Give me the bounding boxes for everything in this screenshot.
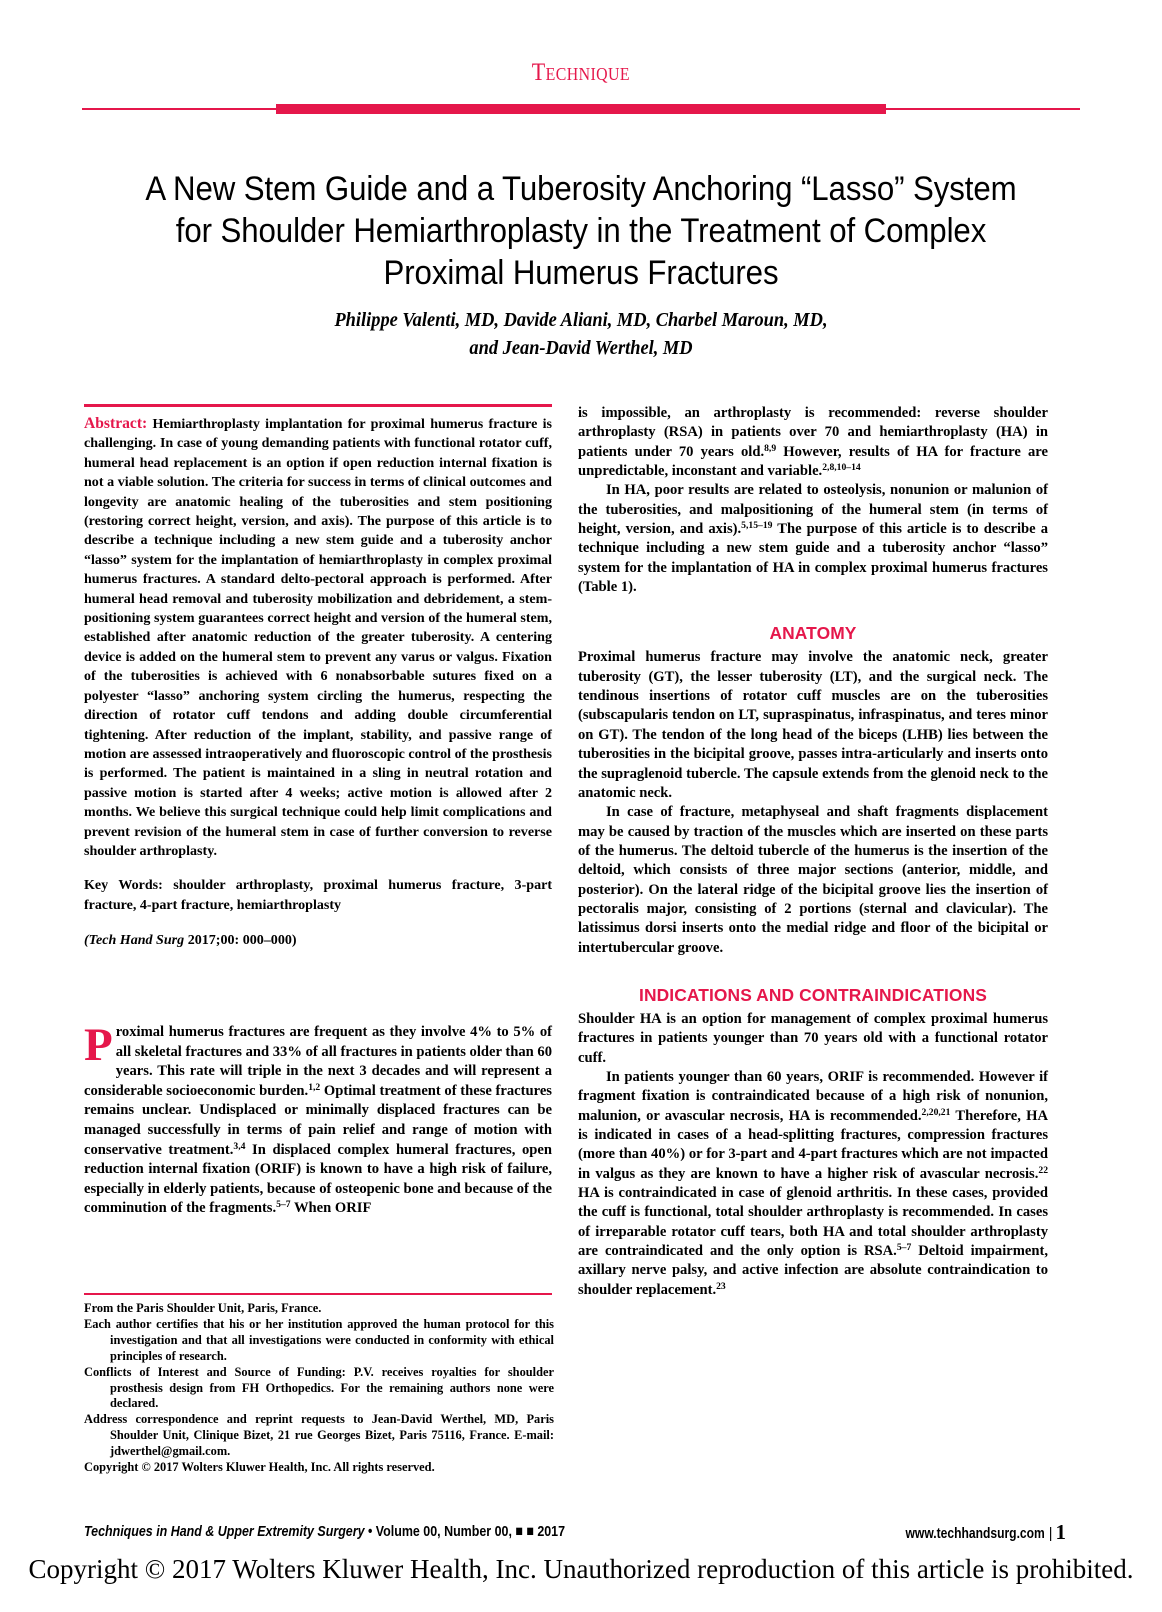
- indications-paragraph-1: Shoulder HA is an option for management of complex proximal humerus fractures in patients younger than 70 years old with a functional rotator cuff.: [578, 1010, 1048, 1066]
- intro-part-1: roximal humerus fractures are frequent as they involve 4% to 5% of all skeletal fractures and 33% of all fractures in patients older than 60 years. This rate will triple in the next 3 decades and will represent a considerable socioeconomic burden.: [84, 1024, 552, 1099]
- citation-journal: (Tech Hand Surg: [84, 932, 185, 949]
- drop-cap: P: [84, 1019, 113, 1071]
- intro-part-2: Optimal treatment of these fractures remains unclear. Undisplaced or minimally displaced fractures can be managed successfully in terms of pain relief and range of motion with conservative treatment.: [84, 1082, 552, 1158]
- ind2-part-1: In patients younger than 60 years, ORIF is recommended. However if fragment fixation is contraindicated because of a high risk of nonunion, malunion, or avascular necrosis, HA is recommended.: [578, 1068, 1048, 1124]
- footnote-ethics: Each author certifies that his or her institution approved the human protocol for this investigation and that all investigations were conducted in conformity with ethical principles of research.: [84, 1316, 554, 1363]
- footer-url-page: [879, 1522, 1066, 1545]
- header-rule-thick: [276, 104, 886, 114]
- footer-separator: |: [1048, 1526, 1053, 1542]
- abstract-rule: [84, 404, 552, 407]
- page-number: 1: [1055, 1520, 1066, 1544]
- reference-marker: 3,4: [233, 1140, 246, 1152]
- footer-journal-info: [84, 1522, 565, 1542]
- ind2-part-4: Deltoid impairment, axillary nerve palsy, and active infection are absolute contraindication to shoulder replacement.: [578, 1243, 1048, 1298]
- section-heading-anatomy: ANATOMY: [769, 623, 857, 644]
- running-head-label: Technique: [531, 59, 631, 86]
- author-line-1: Philippe Valenti, MD, Davide Aliani, MD, Charbel Maroun, MD,: [334, 309, 828, 331]
- footnotes-block: [84, 1301, 554, 1476]
- reference-marker: 5–7: [896, 1242, 912, 1254]
- keywords-text: shoulder arthroplasty, proximal humerus fracture, 3-part fracture, 4-part fracture, hemiarthroplasty: [84, 877, 553, 913]
- footer-url[interactable]: www.techhandsurg.com: [905, 1526, 1045, 1542]
- citation-line: [84, 931, 552, 950]
- right-column: [578, 404, 1048, 1300]
- p2-part-2: The purpose of this article is to describe a technique including a new stem guide and a tuberosity anchor “lasso” system for the implantation of HA in complex proximal humerus fractures (Table 1).: [578, 521, 1048, 596]
- header-rule: [82, 104, 1080, 114]
- paragraph-ha-results: [578, 481, 1048, 597]
- footnote-affiliation: From the Paris Shoulder Unit, Paris, France.: [84, 1301, 322, 1315]
- footnote-copyright: Copyright © 2017 Wolters Kluwer Health, Inc. All rights reserved.: [84, 1460, 435, 1475]
- author-list: [135, 306, 1027, 362]
- reference-marker: 22: [1038, 1164, 1048, 1176]
- reference-marker: 2,20,21: [921, 1106, 951, 1118]
- page-title: A New Stem Guide and a Tuberosity Anchoring “Lasso” System for Shoulder Hemiarthroplasty in the Treatment of Complex Proximal Humerus Fractures: [145, 170, 1017, 292]
- abstract-paragraph: [84, 414, 552, 861]
- cont-part-1: is impossible, an arthroplasty is recommended: reverse shoulder arthroplasty (RSA) in patients over 70 and hemiarthroplasty (HA) in patients under 70 years old.: [578, 405, 1048, 460]
- keywords-label: Key Words:: [84, 877, 163, 894]
- author-line-2: and Jean-David Werthel, MD: [469, 337, 693, 359]
- ind2-part-2: Therefore, HA is indicated in cases of a head-splitting fractures, compression fractures (more than 40%) or for 3-part and 4-part fractures which are not impacted in valgus as they are known to have a higher risk of avascular necrosis.: [578, 1107, 1048, 1182]
- footnote-correspondence: Address correspondence and reprint requests to Jean-David Werthel, MD, Paris Shoulder Unit, Clinique Bizet, 21 rue Georges Bizet, Paris 75116, France. E-mail: jdwerthel@gmail.com.: [84, 1412, 554, 1459]
- section-heading-indications: INDICATIONS AND CONTRAINDICATIONS: [639, 984, 987, 1005]
- footer-volume-info: • Volume 00, Number 00, ■ ■ 2017: [364, 1523, 566, 1540]
- continued-paragraph: [578, 404, 1048, 481]
- abstract-text: Hemiarthroplasty implantation for proximal humerus fracture is challenging. In case of young demanding patients with functional rotator cuff, humeral head replacement is an option if open reduction internal fixation is not a viable solution. The criteria for success in terms of clinical outcomes and longevity are anatomic healing of the tuberosities and stem positioning (restoring correct height, version, and axis). The purpose of this article is to describe a technique including a new stem guide and a tuberosity anchor “lasso” system for the implantation of hemiarthroplasty in complex proximal humerus fractures. A standard delto-pectoral approach is performed. After humeral head removal and tuberosity mobilization and debridement, a stem-positioning system guarantees correct height and version of the humeral stem, established after anatomic reduction of the greater tuberosity. A centering device is added on the humeral stem to prevent any varus or valgus. Fixation of the tuberosities is achieved with 6 nonabsorbable sutures fixed on a polyester “lasso” anchoring system circling the humerus, respecting the direction of rotator cuff tendons and adding double circumferential tightening. After reduction of the implant, stability, and passive range of motion are assessed intraoperatively and fluoroscopic control of the prosthesis is performed. The patient is maintained in a sling in neutral rotation and passive motion is started after 4 weeks; active motion is allowed after 2 months. We believe this surgical technique could help limit complications and prevent revision of the humeral stem in case of further conversion to reverse shoulder arthroplasty.: [84, 416, 552, 859]
- page-footer: [84, 1522, 1066, 1544]
- ind2-part-3: HA is contraindicated in case of glenoid arthritis. In these cases, provided the cuff is functional, total shoulder arthroplasty is recommended. In cases of irreparable rotator cuff tears, both HA and total shoulder arthroplasty are contraindicated and the only option is RSA.: [578, 1185, 1048, 1260]
- intro-part-3: In displaced complex humeral fractures, open reduction internal fixation (ORIF) is known to have a high risk of failure, especially in elderly patients, because of osteopenic bone and because of the comminution of the fragments.: [84, 1141, 552, 1217]
- reference-marker: 23: [716, 1280, 726, 1292]
- indications-paragraph-2: [578, 1068, 1048, 1300]
- anatomy-paragraph-2: In case of fracture, metaphyseal and shaft fragments displacement may be caused by traction of the muscles which are inserted on these parts of the humerus. The deltoid tubercle of the humerus is the insertion of the deltoid, which consists of three major sections (anterior, middle, and posterior). On the lateral ridge of the bicipital groove lies the insertion of pectoralis major, consisting of 2 portions (sternal and clavicular). The latissimus dorsi inserts onto the medial ridge and floor of the bicipital or intertubercular groove.: [578, 804, 1048, 956]
- intro-part-4: When ORIF: [290, 1200, 372, 1217]
- citation-rest: 2017;00: 000–000): [184, 932, 297, 949]
- anatomy-paragraph-1: Proximal humerus fracture may involve the anatomic neck, greater tuberosity (GT), the lesser tuberosity (LT), and the surgical neck. The tendinous insertions of rotator cuff muscles are on the tuberosities (subscapularis tendon on LT, supraspinatus, infraspinatus, and teres minor on GT). The tendon of the long head of the biceps (LHB) lies between the tuberosities in the bicipital groove, passes intra-articularly and inserts onto the supraglenoid tubercle. The capsule extends from the glenoid neck to the anatomic neck.: [578, 649, 1048, 801]
- abstract-block: [84, 414, 552, 951]
- reference-marker: 2,8,10–14: [822, 462, 861, 474]
- footnote-rule: [84, 1293, 552, 1295]
- abstract-label: Abstract:: [84, 415, 148, 432]
- intro-paragraph: [84, 1019, 552, 1219]
- footer-journal-name: Techniques in Hand & Upper Extremity Surgery: [84, 1523, 365, 1540]
- running-head: [0, 60, 1162, 85]
- reference-marker: 8,9: [764, 442, 777, 454]
- reference-marker: 5–7: [276, 1199, 291, 1211]
- reference-marker: 5,15–19: [741, 520, 773, 532]
- cont-part-2: However, results of HA for fracture are unpredictable, inconstant and variable.: [578, 443, 1048, 480]
- p2-part-1: In HA, poor results are related to osteolysis, nonunion or malunion of the tuberosities, and malpositioning of the humeral stem (in terms of height, version, and axis).: [578, 482, 1048, 538]
- keywords-paragraph: [84, 876, 552, 915]
- footnote-conflicts: Conflicts of Interest and Source of Funding: P.V. receives royalties for shoulder prosthesis design from FH Orthopedics. For the remaining authors none were declared.: [84, 1364, 554, 1411]
- copyright-notice: Copyright © 2017 Wolters Kluwer Health, Inc. Unauthorized reproduction of this article is prohibited.: [28, 1554, 1134, 1584]
- reference-marker: 1,2: [308, 1081, 321, 1093]
